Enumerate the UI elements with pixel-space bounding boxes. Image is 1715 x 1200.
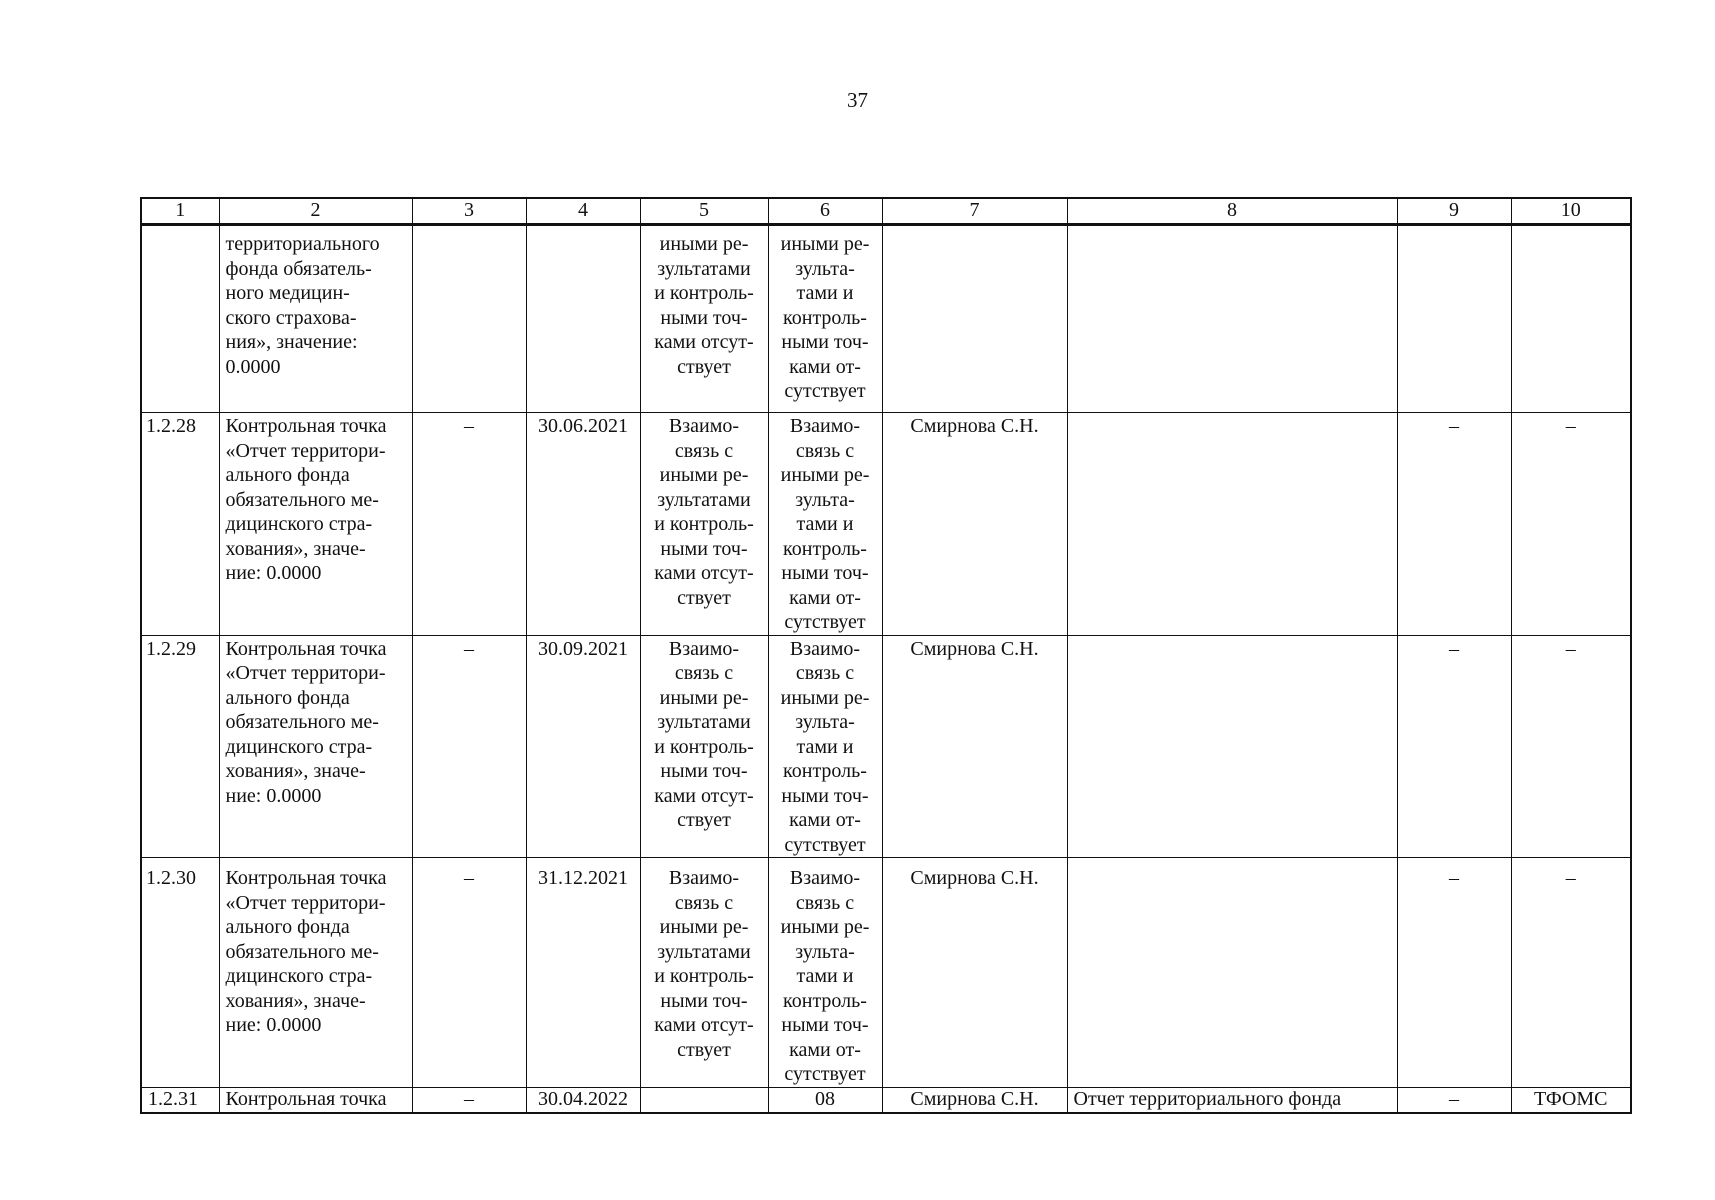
column-10-cell: ТФОМС [1511, 1087, 1631, 1113]
responsible-cell: Смирнова С.Н. [882, 413, 1067, 636]
column-header-9: 9 [1397, 198, 1511, 225]
table-row [141, 1087, 1631, 1113]
column-3-cell: – [412, 413, 526, 636]
responsible-cell: Смирнова С.Н. [882, 1087, 1067, 1113]
column-10-cell: – [1511, 635, 1631, 858]
row-number-cell: 1.2.29 [141, 635, 219, 858]
relation-cell: Взаимо- связь с иными ре- зультатами и контроль- ными точ- ками отсут- ствует [640, 635, 768, 858]
relation-cell: Взаимо- связь с иными ре- зультатами и контроль- ными точ- ками отсут- ствует [640, 858, 768, 1088]
relation-2-cell: Взаимо- связь с иными ре- зульта- тами и контроль- ными точ- ками от- сутствует [768, 413, 882, 636]
table-row [141, 635, 1631, 858]
relation-cell [640, 1087, 768, 1113]
column-9-cell: – [1397, 858, 1511, 1088]
column-header-2: 2 [219, 198, 412, 225]
table-row [141, 858, 1631, 1088]
row-number-cell: 1.2.30 [141, 858, 219, 1088]
description-cell: Контрольная точка «Отчет территори- ального фонда обязательного ме- дицинского стра- хования», значе- ние: 0.0000 [219, 635, 412, 858]
column-9-cell: – [1397, 413, 1511, 636]
relation-cell: иными ре- зультатами и контроль- ными точ- ками отсут- ствует [640, 225, 768, 413]
column-header-5: 5 [640, 198, 768, 225]
date-cell: 30.09.2021 [526, 635, 640, 858]
document-cell [1067, 858, 1397, 1088]
date-cell: 30.04.2022 [526, 1087, 640, 1113]
relation-2-cell: Взаимо- связь с иными ре- зульта- тами и контроль- ными точ- ками от- сутствует [768, 635, 882, 858]
date-cell: 31.12.2021 [526, 858, 640, 1088]
column-9-cell: – [1397, 635, 1511, 858]
column-header-6: 6 [768, 198, 882, 225]
column-3-cell [412, 225, 526, 413]
relation-2-cell: Взаимо- связь с иными ре- зульта- тами и контроль- ными точ- ками от- сутствует [768, 858, 882, 1088]
responsible-cell: Смирнова С.Н. [882, 858, 1067, 1088]
relation-2-cell: иными ре- зульта- тами и контроль- ными точ- ками от- сутствует [768, 225, 882, 413]
column-header-1: 1 [141, 198, 219, 225]
table-row [141, 413, 1631, 636]
column-header-10: 10 [1511, 198, 1631, 225]
date-cell: 30.06.2021 [526, 413, 640, 636]
row-number-cell [141, 225, 219, 413]
page-number: 37 [847, 88, 868, 112]
responsible-cell [882, 225, 1067, 413]
column-10-cell: – [1511, 413, 1631, 636]
document-cell [1067, 413, 1397, 636]
table-header-row [141, 198, 1631, 225]
description-cell: Контрольная точка [219, 1087, 412, 1113]
control-points-table [140, 197, 1632, 1114]
description-cell: территориального фонда обязатель- ного медицин- ского страхова- ния», значение: 0.0000 [219, 225, 412, 413]
column-3-cell: – [412, 858, 526, 1088]
column-10-cell: – [1511, 858, 1631, 1088]
document-cell [1067, 635, 1397, 858]
column-3-cell: – [412, 1087, 526, 1113]
responsible-cell: Смирнова С.Н. [882, 635, 1067, 858]
column-10-cell [1511, 225, 1631, 413]
row-number-cell: 1.2.31 [141, 1087, 219, 1113]
column-3-cell: – [412, 635, 526, 858]
column-header-3: 3 [412, 198, 526, 225]
document-cell [1067, 225, 1397, 413]
table-row [141, 225, 1631, 413]
row-number-cell: 1.2.28 [141, 413, 219, 636]
date-cell [526, 225, 640, 413]
document-cell: Отчет территориального фонда [1067, 1087, 1397, 1113]
column-header-8: 8 [1067, 198, 1397, 225]
description-cell: Контрольная точка «Отчет территори- ального фонда обязательного ме- дицинского стра- хования», значе- ние: 0.0000 [219, 413, 412, 636]
column-9-cell [1397, 225, 1511, 413]
column-9-cell: – [1397, 1087, 1511, 1113]
relation-cell: Взаимо- связь с иными ре- зультатами и контроль- ными точ- ками отсут- ствует [640, 413, 768, 636]
column-header-4: 4 [526, 198, 640, 225]
relation-2-cell: 08 [768, 1087, 882, 1113]
description-cell: Контрольная точка «Отчет территори- ального фонда обязательного ме- дицинского стра- хования», значе- ние: 0.0000 [219, 858, 412, 1088]
column-header-7: 7 [882, 198, 1067, 225]
